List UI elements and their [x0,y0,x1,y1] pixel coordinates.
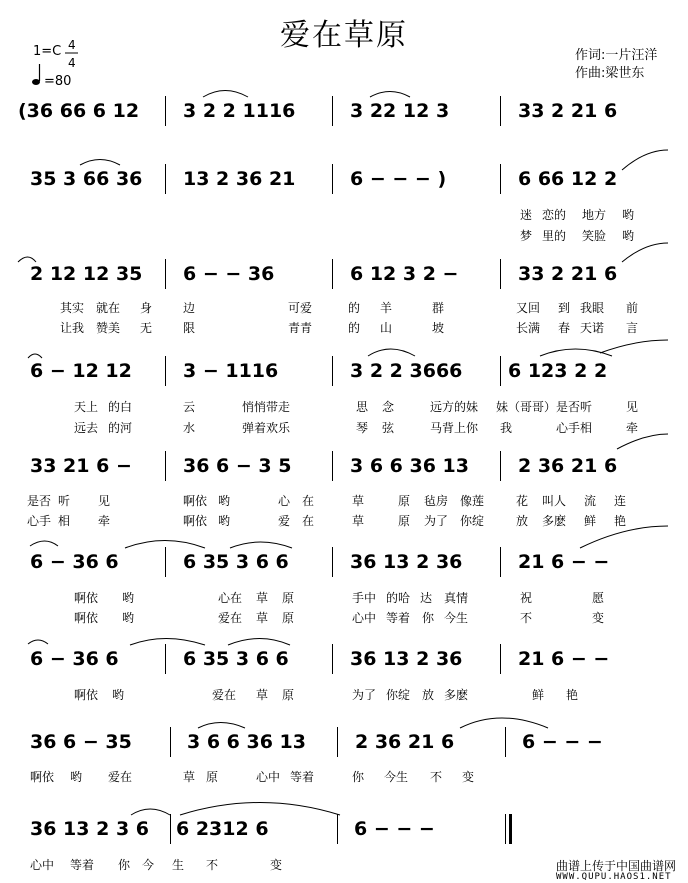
lyric: 无 [140,321,153,335]
lyric: 就在 [96,301,121,315]
notation-row-3 [0,263,688,289]
measure-1-4: 33 2 21 6 [518,100,618,122]
lyric: 变 [270,858,283,872]
measure-3-1: 2 12 12 35 [30,263,143,285]
footer-site: 曲谱上传于中国曲谱网 [556,859,677,873]
measure-1-2: 3 2 2 1116 [183,100,296,122]
lyric: 在 [302,514,315,528]
lyrics-row-2a [0,206,688,222]
lyric: 等着 [290,770,315,784]
lyric: 念 [382,400,395,414]
barline [337,727,338,757]
lyric: 身 [140,301,153,315]
lyric: 哟 [622,229,635,243]
lyric: 啊依 [183,514,208,528]
measure-8-2: 3 6 6 36 13 [187,731,307,753]
lyric: 哟 [218,514,231,528]
lyric: 弹着欢乐 [242,421,291,435]
lyric: 生 [172,858,185,872]
lyric: 见 [626,400,639,414]
lyrics-row-6a [0,589,688,605]
barline [165,259,166,289]
lyric: 连 [614,494,627,508]
lyric: 原 [282,591,295,605]
lyric: 弦 [382,421,395,435]
lyrics-row-5a [0,492,688,508]
measure-1-3: 3 22 12 3 [350,100,450,122]
lyric: 让我 [60,321,85,335]
lyric: 鲜 [532,688,545,702]
lyric: 今 [142,858,155,872]
lyric: 天上 [74,400,99,414]
barline [500,547,501,577]
lyric: 地方 [582,208,607,222]
measure-2-3: 6 − − − ) [350,168,447,190]
lyric: 笑脸 [582,229,607,243]
time-signature-bottom: 4 [68,56,76,70]
lyric: 草 [256,591,269,605]
measure-2-1: 35 3 66 36 [30,168,143,190]
lyric: 恋的 [542,208,567,222]
barline [500,164,501,194]
lyric: 悄悄带走 [242,400,291,414]
lyric: 哟 [112,688,125,702]
notation-row-5 [0,455,688,481]
barline [165,96,166,126]
lyric: 梦 [520,229,533,243]
lyric: 迷 [520,208,533,222]
lyric: 里的 [542,229,567,243]
measure-8-4: 6 − − − [522,731,603,753]
lyric: 哟 [622,208,635,222]
barline [500,259,501,289]
lyric: 不 [206,858,219,872]
lyric: 手中 [352,591,377,605]
lyric: 羊 [380,301,393,315]
lyric: 牵 [98,514,111,528]
notation-row-4 [0,360,688,386]
barline [165,547,166,577]
lyric: 爱在 [218,611,243,625]
barline [332,164,333,194]
notation-row-8 [0,731,688,757]
lyric: 啊依 [74,611,99,625]
lyric: 花 [516,494,529,508]
key-signature: 1=C [33,44,62,59]
measure-4-3: 3 2 2 3666 [350,360,463,382]
lyric: 你 [118,858,131,872]
lyric: 限 [183,321,196,335]
lyric: 远方的妹 [430,400,479,414]
barline [170,814,171,844]
lyric: 水 [183,421,196,435]
lyric: 多麽 [444,688,469,702]
lyrics-row-4b [0,419,688,435]
lyric: 原 [282,688,295,702]
lyric: 草 [352,514,365,528]
footer-url[interactable]: WWW.QUPU.HAOS1.NET [556,872,672,882]
lyrics-row-5b [0,512,688,528]
measure-5-3: 3 6 6 36 13 [350,455,470,477]
lyric: 草 [256,611,269,625]
lyric: 爱 [278,514,291,528]
lyric: 愿 [592,591,605,605]
barline [500,356,501,386]
measure-9-1: 36 13 2 3 6 [30,818,150,840]
lyric: 牵 [626,421,639,435]
barline [505,727,506,757]
final-barline-thick [509,814,512,844]
lyrics-row-3b [0,319,688,335]
lyric: 坡 [432,321,445,335]
lyric: 啊依 [30,770,55,784]
measure-4-4: 6 123 2 2 [508,360,608,382]
lyric: 前 [626,301,639,315]
composer-credit: 作曲:梁世东 [575,66,645,81]
measure-7-2: 6 35 3 6 6 [183,648,289,670]
lyric: 妹（哥哥）是否听 [496,400,593,414]
lyric: 思 [356,400,369,414]
lyric: 心在 [218,591,243,605]
lyric: 长满 [516,321,541,335]
lyric: 放 [422,688,435,702]
lyric: 春 [558,321,571,335]
measure-6-2: 6 35 3 6 6 [183,551,289,573]
measure-3-3: 6 12 3 2 − [350,263,459,285]
measure-6-4: 21 6 − − [518,551,610,573]
lyric: 心 [278,494,291,508]
lyric: 哟 [122,591,135,605]
lyric: 原 [398,494,411,508]
lyric: 真情 [444,591,469,605]
lyrics-row-8a [0,768,688,784]
lyric: 山 [380,321,393,335]
barline [332,356,333,386]
measure-6-1: 6 − 36 6 [30,551,119,573]
lyric: 你绽 [460,514,485,528]
lyrics-row-6b [0,609,688,625]
barline [500,451,501,481]
lyric: 的白 [108,400,133,414]
lyric: 云 [183,400,196,414]
lyric: 你 [352,770,365,784]
lyric: 可爱 [288,301,313,315]
lyric: 啊依 [74,688,99,702]
lyric: 天诺 [580,321,605,335]
notation-row-1 [0,100,688,126]
lyric: 的 [348,321,361,335]
lyric: 变 [462,770,475,784]
barline [165,164,166,194]
lyric: 的 [348,301,361,315]
measure-7-3: 36 13 2 36 [350,648,463,670]
measure-9-3: 6 − − − [354,818,435,840]
lyric: 今生 [384,770,409,784]
measure-3-2: 6 − − 36 [183,263,275,285]
lyric: 草 [256,688,269,702]
measure-3-4: 33 2 21 6 [518,263,618,285]
measure-6-3: 36 13 2 36 [350,551,463,573]
measure-4-2: 3 − 1116 [183,360,279,382]
measure-4-1: 6 − 12 12 [30,360,132,382]
lyric: 今生 [444,611,469,625]
lyric: 鲜 [584,514,597,528]
measure-1-1: (36 66 6 12 [18,100,140,122]
lyric: 心手相 [556,421,593,435]
lyric: 我 [500,421,513,435]
lyrics-row-4a [0,398,688,414]
lyric: 的哈 [386,591,411,605]
barline [332,547,333,577]
measure-5-2: 36 6 − 3 5 [183,455,292,477]
page-title: 爱在草原 [280,18,408,53]
lyric: 艳 [614,514,627,528]
measure-2-4: 6 66 12 2 [518,168,618,190]
barline [332,259,333,289]
measure-8-3: 2 36 21 6 [355,731,455,753]
notation-row-7 [0,648,688,674]
lyric: 不 [430,770,443,784]
lyric: 草 [183,770,196,784]
barline [332,96,333,126]
lyric: 在 [302,494,315,508]
lyric: 心手 [27,514,52,528]
barline [337,814,338,844]
lyric: 琴 [356,421,369,435]
measure-7-4: 21 6 − − [518,648,610,670]
lyric: 不 [520,611,533,625]
lyric: 原 [282,611,295,625]
lyric: 的河 [108,421,133,435]
lyric: 是否 [27,494,52,508]
lyric: 等着 [70,858,95,872]
lyric: 到 [558,301,571,315]
lyric: 远去 [74,421,99,435]
lyric: 心中 [30,858,55,872]
lyric: 又回 [516,301,541,315]
lyric: 为了 [424,514,449,528]
barline [170,727,171,757]
lyrics-row-2b [0,227,688,243]
lyric: 叫人 [542,494,567,508]
lyric: 相 [58,514,71,528]
barline [165,356,166,386]
lyric: 哟 [218,494,231,508]
lyric: 变 [592,611,605,625]
lyric: 你 [422,611,435,625]
lyric: 艳 [566,688,579,702]
lyric: 赞美 [96,321,121,335]
lyric: 你绽 [386,688,411,702]
lyric: 放 [516,514,529,528]
lyric: 原 [206,770,219,784]
measure-8-1: 36 6 − 35 [30,731,132,753]
notation-row-2 [0,168,688,194]
lyric: 马背上你 [430,421,479,435]
lyric: 原 [398,514,411,528]
lyrics-row-7a [0,686,688,702]
barline [500,644,501,674]
barline [332,451,333,481]
lyric: 我眼 [580,301,605,315]
final-barline-thin [505,814,506,844]
tempo-mark: =80 [44,74,72,89]
lyric: 边 [183,301,196,315]
lyric: 啊依 [74,591,99,605]
lyric: 达 [420,591,433,605]
lyric: 听 [58,494,71,508]
notation-row-9 [0,818,688,844]
lyric: 为了 [352,688,377,702]
lyric: 见 [98,494,111,508]
notation-row-6 [0,551,688,577]
measure-2-2: 13 2 36 21 [183,168,296,190]
lyric: 青青 [288,321,313,335]
lyric: 心中 [352,611,377,625]
lyric: 其实 [60,301,85,315]
lyric: 言 [626,321,639,335]
lyric: 草 [352,494,365,508]
time-signature-top: 4 [68,38,76,52]
lyric: 毡房 [424,494,449,508]
lyric: 多麽 [542,514,567,528]
barline [165,451,166,481]
lyric: 像莲 [460,494,485,508]
measure-7-1: 6 − 36 6 [30,648,119,670]
lyric: 心中 [256,770,281,784]
lyric: 哟 [70,770,83,784]
lyrics-row-3a [0,299,688,315]
lyricist-credit: 作词:一片汪洋 [575,48,658,63]
lyric: 爱在 [212,688,237,702]
barline [165,644,166,674]
lyric: 哟 [122,611,135,625]
lyric: 群 [432,301,445,315]
measure-9-2: 6 2312 6 [176,818,269,840]
lyric: 啊依 [183,494,208,508]
measure-5-1: 33 21 6 − [30,455,132,477]
barline [500,96,501,126]
lyric: 等着 [386,611,411,625]
measure-5-4: 2 36 21 6 [518,455,618,477]
barline [332,644,333,674]
lyric: 祝 [520,591,533,605]
lyric: 爱在 [108,770,133,784]
lyric: 流 [584,494,597,508]
